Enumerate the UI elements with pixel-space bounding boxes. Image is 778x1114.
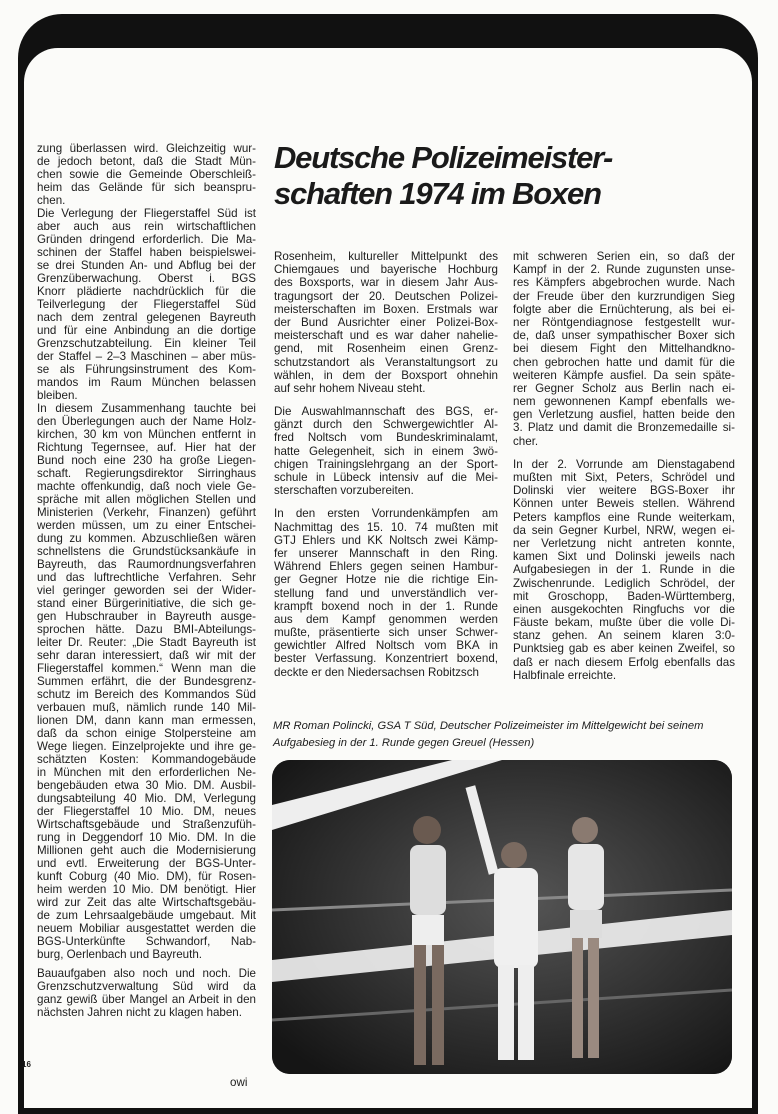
text-line: meisterschaft und es war daher nahelie- [274, 329, 498, 343]
text-line: meisterschaften im Boxen. Erstmals war [274, 302, 498, 316]
text-line: Richtung Tegernsee, auf. Hier hat der [37, 441, 256, 454]
text-line: sehr daran interessiert, daß wir mit der [37, 649, 256, 662]
text-line: Während Ehlers gegen seinen Hambur- [274, 560, 498, 574]
text-line: schutzstandort als Veranstaltungsort zu [274, 355, 498, 369]
text-line: gänzt durch den Schwergewichtler Al- [274, 418, 498, 432]
text-line: Summen erfährt, die der Bundesgrenz- [37, 675, 256, 688]
text-line: und für eine Anbindung an die dortige [37, 324, 256, 337]
text-line: Rosenheim, kultureller Mittelpunkt des [274, 250, 498, 263]
headline-line: Deutsche Polizeimeister- [274, 140, 613, 175]
text-line: deckte er den Niedersachsen Robitzsch [274, 665, 479, 679]
text-line: gend, mit Rosenheim einen Grenz- [274, 342, 498, 356]
text-line: nach dem zentral gelegenen Bayreuth [37, 311, 256, 324]
text-line: fred Noltsch vom Bundeskriminalamt, [274, 431, 498, 445]
text-line: rung in Deggendorf 10 Mio. DM. In die [37, 831, 256, 844]
text-line: hatte Gelegenheit, sich in einem 3wö- [274, 444, 498, 458]
paragraph [37, 142, 256, 207]
text-line: de, daß unser sympathischer Boxer sich [513, 329, 735, 343]
text-line: schinen der Staffel haben beispielswei- [37, 246, 256, 259]
text-line: der Freude über den kurzrundigen Sieg [513, 289, 735, 303]
text-line: 3. Platz und damit die Bronzemedaille si- [513, 421, 735, 435]
text-line: kamen Sixt und Dolinski jeweils nach [513, 550, 735, 564]
text-line: Nachmittag des 15. 10. 74 mußten mit [274, 520, 498, 534]
author-signature: owi [230, 1076, 248, 1089]
text-line: burg, Oerlenbach und Bayreuth. [37, 948, 202, 961]
text-line: Bund noch eine 230 ha große Liegen- [37, 454, 256, 467]
text-line: kunft Coburg (40 Mio. DM), für Rosen- [37, 870, 256, 883]
text-line: schutz im Bereich des Kommandos Süd [37, 688, 256, 701]
text-line: Millionen geht auch die Modernisierung [37, 844, 256, 857]
paragraph [274, 405, 498, 497]
text-line: schaft. Regierungsdirektor Sirringhaus [37, 467, 256, 480]
text-line: Bauaufgaben also noch und noch. Die [37, 967, 256, 980]
text-line: der Bund Ausrichter einer Polizei-Box- [274, 315, 498, 329]
text-line: sterschaften vorzubereiten. [274, 484, 414, 498]
headline-line: schaften 1974 im Boxen [274, 176, 601, 211]
article-headline [274, 140, 612, 212]
text-line: wird zur Zeit das alte Wirtschaftsgebäu- [37, 896, 256, 909]
text-line: aber auch aus rein wirtschaftlichen [37, 220, 256, 233]
text-line: Grenzschutzabteilung. Ein kleiner Teil [37, 337, 256, 350]
text-line: dungsabteilung 40 Mio. DM, Verlegung [37, 792, 256, 805]
text-line: Können unter Beweis stellen. Während [513, 497, 735, 511]
text-line: cher. [513, 434, 539, 448]
text-line: spräche mit allen möglichen Stellen und [37, 493, 256, 506]
text-line: mußten mit Sixt, Peters, Schrödel und [513, 471, 735, 484]
text-line: auf sehr hohem Niveau steht. [274, 381, 426, 395]
text-line: chen gebrochen hatte und damit für die [513, 355, 735, 369]
text-line: und das luftrechtliche Verfahren. Sehr [37, 571, 256, 584]
right-column [513, 250, 735, 682]
text-line: BGS-Unterkünfte Schwandorf, Nab- [37, 935, 256, 948]
text-line: gen Hubschrauber in Bayreuth ausge- [37, 610, 256, 623]
text-line: ger Gegner Hotze nie die richtige Ein- [274, 573, 498, 587]
paragraph [513, 250, 735, 448]
text-line: schule in Lübeck intensiv auf die Mei- [274, 471, 498, 484]
left-column [37, 142, 256, 1019]
text-line: Die Verlegung der Fliegerstaffel Süd ist [37, 207, 256, 220]
text-line: weiteren Kämpfe ausfiel. Da sein späte- [513, 368, 735, 382]
text-line: bleiben. [37, 389, 78, 402]
text-line: lionen DM, dann kann man ermessen, [37, 714, 256, 727]
text-line: In der 2. Vorrunde am Dienstagabend [513, 457, 735, 471]
text-line: der Fliegerstaffel 10 Mio. DM, neues [37, 805, 256, 818]
text-line: gewichtler Alfred Noltsch vom BKA in [274, 639, 498, 653]
paragraph [274, 250, 498, 395]
text-line: daß er nach diesem Erfolg ebenfalls das [513, 655, 735, 669]
middle-column [274, 250, 498, 679]
text-line: Fliegerstaffel kommen.“ Wenn man die [37, 662, 256, 675]
text-line: rer Gegner Scholz aus Berlin nach ei- [513, 381, 735, 395]
text-line: gen Verletzung ausfiel, hatten beide den [513, 408, 735, 422]
text-line: mit Groschopp, Baden-Württemberg, [513, 589, 735, 603]
text-line: res Kämpfers abgebrochen wurde. Nach [513, 276, 735, 290]
text-line: bester Verfassung. Konzentriert boxend, [274, 652, 498, 666]
text-line: daß da schon einige Stolpersteine am [37, 727, 256, 740]
text-line: heim werden 10 Mio. DM benötigt. Hier [37, 883, 256, 896]
text-line: aus dem Kampf genommen werden [274, 612, 498, 626]
text-line: Ministerien (Verkehr, Finanzen) geführt [37, 506, 256, 519]
text-line: folgte aber die Ernüchterung, als bei ei- [513, 302, 735, 316]
text-line: de jedoch betont, daß die Stadt Mün- [37, 155, 256, 168]
boxing-photo [272, 760, 732, 1074]
text-line: Grenzschutzverwaltung Süd wird da [37, 980, 256, 993]
text-line: bei diesem Fight den Mittelhandkno- [513, 342, 735, 356]
text-line: chigen Trainingslehrgang an der Sport- [274, 457, 498, 471]
text-line: Wirtschaftsgebäude und Straßenzufüh- [37, 818, 256, 831]
paragraph [37, 207, 256, 402]
text-line: Punktsieg gab es aber keinen Zweifel, so [513, 642, 735, 656]
page-number: 16 [22, 1060, 31, 1069]
text-line: und evtl. Erweiterung der BGS-Unter- [37, 857, 256, 870]
text-line: Dolinski vier weitere BGS-Boxer ihr [513, 484, 735, 498]
text-line: den Überlegungen auch der Name Holz- [37, 415, 256, 428]
text-line: ganz gewiß über Mangel an Arbeit in den [37, 993, 256, 1006]
text-line: einen ausgekochten Ringfuchs vor die [513, 602, 735, 616]
text-line: schätzten Kosten: Kommandogebäude [37, 753, 256, 766]
text-line: In den ersten Vorrundenkämpfen am [274, 507, 498, 521]
text-line: kirchen, 30 km von München entfernt in [37, 428, 256, 441]
boxing-ring-image [272, 760, 732, 1074]
text-line: fer unserer Mannschaft in den Ring. [274, 546, 498, 560]
text-line: Fäuste bekam, mußte über die volle Di- [513, 616, 735, 630]
text-line: Grenzüberwachung. Oberst i. BGS [37, 272, 256, 285]
text-line: Halbfinale erreichte. [513, 668, 617, 682]
text-line: viel geringer geworden sei der Wider- [37, 584, 256, 597]
paragraph [513, 458, 735, 682]
text-line: der Staffel – 2–3 Maschinen – aber müs- [37, 350, 256, 363]
text-line: nächsten Jahren nicht zu klagen haben. [37, 1006, 242, 1019]
text-line: da sein Gegner Kurbel, NRW, wegen ei- [513, 523, 735, 537]
text-line: krampft boxend noch in der 1. Runde [274, 599, 498, 613]
text-line: Gründen dringend erforderlich. Die Ma- [37, 233, 256, 246]
text-line: wählen, in dem der Boxsport ohnehin [274, 368, 498, 382]
text-line: de zum Lehrsaalgebäude umgebaut. Mit [37, 909, 256, 922]
text-line: mußte, präsentierte sich unser Schwer- [274, 626, 498, 640]
paragraph [37, 402, 256, 961]
text-line: Teilverlegung der Fliegerstaffel Süd [37, 298, 256, 311]
text-line: werden müssen, um zu einer Entschei- [37, 519, 256, 532]
text-line: Aufgabesiegen in der 1. Runde in die [513, 563, 735, 577]
text-line: des Boxsports, war in diesem Jahr Aus- [274, 276, 498, 290]
text-line: sprochen hätte. Dazu BMI-Abteilungs- [37, 623, 256, 636]
paragraph [274, 507, 498, 678]
text-line: Wege liegen. Einzelprojekte und ihre ge- [37, 740, 256, 753]
text-line: dung zu kommen. Abzuschließen wären [37, 532, 256, 545]
text-line: tragungsort der 20. Deutschen Polizei- [274, 289, 498, 303]
text-line: zung überlassen wird. Gleichzeitig wur- [37, 142, 256, 155]
text-line: heim das Gelände für sich beanspru- [37, 181, 256, 194]
text-line: stanz gehen. An seinem klaren 3:0- [513, 629, 735, 643]
text-line: schnellstens die Grundstücksankäufe in [37, 545, 256, 558]
text-line: leiter Dr. Reuter: „Die Stadt Bayreuth ist [37, 636, 256, 649]
text-line: stand einer Bürgerinitiative, die sich ge- [37, 597, 256, 610]
text-line: Knorr plädierte nachdrücklich für die [37, 285, 256, 298]
text-line: In diesem Zusammenhang tauchte bei [37, 402, 256, 415]
text-line: GTJ Ehlers und KK Noltsch zwei Kämp- [274, 533, 498, 547]
text-line: Peters kampflos eine Runde weiterkam, [513, 510, 735, 524]
text-line: Die Auswahlmannschaft des BGS, er- [274, 405, 498, 419]
text-line: stellung fand und unverständlich ver- [274, 586, 498, 600]
text-line: machte offenkundig, daß noch viele Ge- [37, 480, 256, 493]
text-line: mit schweren Serien ein, so daß der [513, 250, 735, 263]
text-line: in München mit den erforderlichen Ne- [37, 766, 256, 779]
text-line: chen sowie die Gemeinde Oberschleiß- [37, 168, 256, 181]
text-line: ner Verletzung nicht antreten konnte, [513, 536, 735, 550]
text-line: mandos im Raum München belassen [37, 376, 256, 389]
text-line: bengebäuden etwa 30 Mio. DM. Ausbil- [37, 779, 256, 792]
text-line: chen. [37, 194, 66, 207]
text-line: Bayreuth, das Raumordnungsverfahren [37, 558, 256, 571]
text-line: Chiemgaues und bayerische Hochburg [274, 263, 498, 277]
text-line: Zwischenrunde. Lediglich Schrödel, der [513, 576, 735, 590]
photo-caption: MR Roman Polincki, GSA T Süd, Deutscher Polizeimeister im Mittelgewicht bei seinem Aufgabesieg in der 1. Runde gegen Greuel (Hessen) [273, 720, 704, 749]
text-line: se als Führungsinstrument des Kom- [37, 363, 256, 376]
text-line: Kampf in der 2. Runde zugunsten unse- [513, 263, 735, 277]
text-line: se drei Stunden An- und Abflug bei der [37, 259, 256, 272]
text-line: neuem Mobiliar ausgestattet werden die [37, 922, 256, 935]
text-line: verbauen muß, nämlich runde 140 Mil- [37, 701, 256, 714]
paragraph [37, 967, 256, 1019]
text-line: ner Röntgendiagnose festgestellt wur- [513, 315, 735, 329]
text-line: nem gewonnenen Kampf ebenfalls we- [513, 395, 735, 409]
